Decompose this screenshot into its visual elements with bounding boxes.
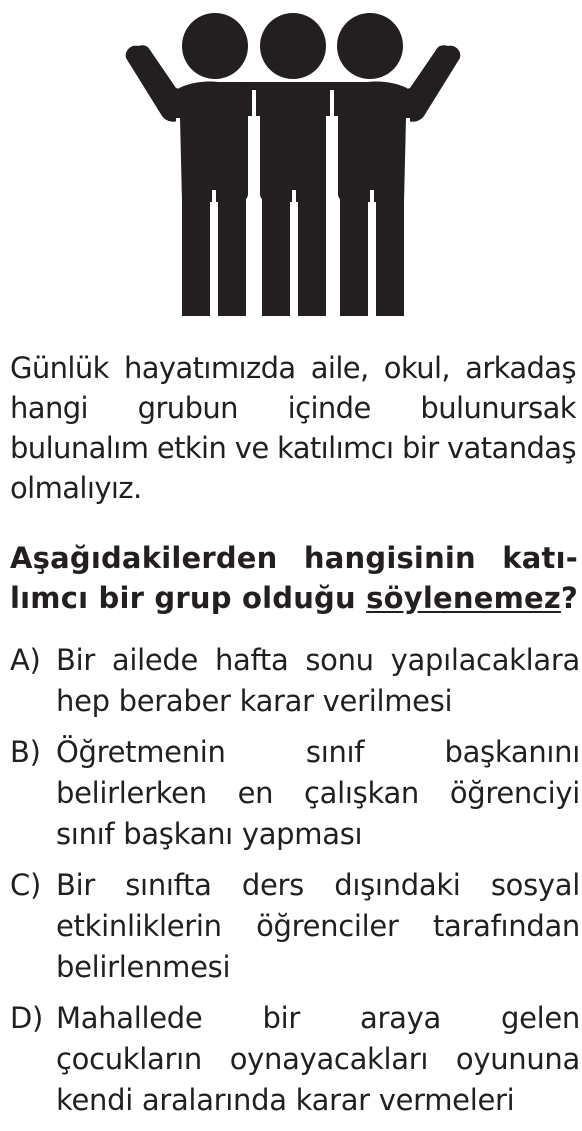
question-line-2 [10,578,578,618]
option-text: Öğretmenin sınıf başkanını belirlerken en çalışkan öğrenciyi sınıf başkanı yapması [56,735,580,851]
negative-keyword: söylenemez [366,581,561,615]
option-text: Bir ailede hafta sonu yapılacaklara hep beraber karar verilmesi [56,643,580,718]
option-a[interactable] [10,640,580,722]
option-b[interactable] [10,732,580,855]
option-text: Mahallede bir araya gelen çocukların oynayacakları oyununa kendi aralarında karar vermeleri [56,1001,580,1117]
option-letter: C) [10,868,41,902]
option-text: Bir sınıfta ders dışındaki sosyal etkinliklerin öğrenciler tarafından belirlenmesi [56,868,580,984]
answer-options [10,640,580,1131]
question-mark: ? [560,581,578,615]
option-letter: A) [10,643,41,677]
question-line-1: Aşağıdakilerden hangisinin katı- [10,541,578,575]
question-stem [10,538,578,618]
question-line-2-start: lımcı bir grup olduğu [10,581,367,615]
option-d[interactable] [10,998,580,1121]
option-c[interactable] [10,865,580,988]
passage-text: Günlük hayatımızda aile, okul, arkadaş hangi grubun içinde bulunursak bulunalım etkin ve katılımcı bir vatandaş olmalıyız. [10,351,576,505]
three-people-arms-around-shoulders-icon [118,6,468,318]
option-letter: B) [10,735,41,769]
option-letter: D) [10,1001,44,1035]
